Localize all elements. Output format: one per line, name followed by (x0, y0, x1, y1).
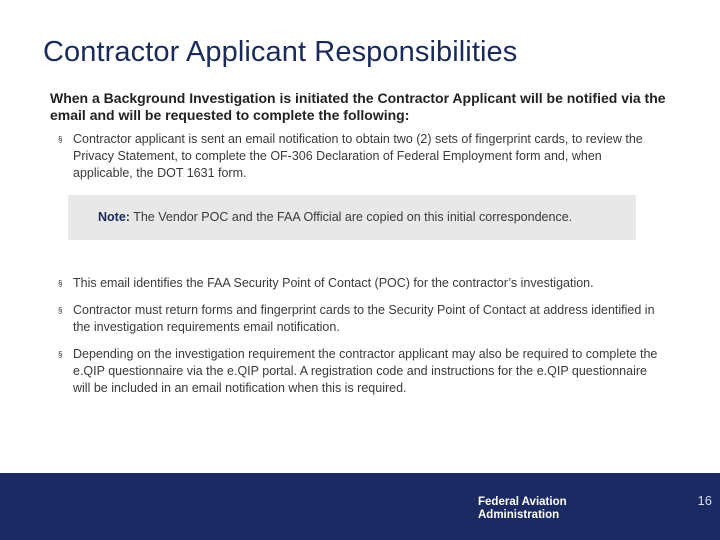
note-text: The Vendor POC and the FAA Official are copied on this initial correspondence. (133, 210, 573, 224)
note-label: Note: (98, 210, 130, 224)
bullet-icon: § (58, 135, 63, 144)
bullet-text: Contractor must return forms and fingerprint cards to the Security Point of Contact at address identified in the investigation requirements email notification. (73, 303, 655, 334)
bullet-item-fingerprint-cards (58, 131, 658, 182)
bullet-icon: § (58, 279, 63, 288)
bullet-item-security-poc (58, 275, 658, 292)
agency-name-line2: Administration (478, 509, 560, 521)
agency-name-line1: Federal Aviation (478, 496, 567, 508)
slide-title: Contractor Applicant Responsibilities (43, 36, 518, 68)
bullet-item-eqip (58, 346, 658, 397)
bullet-icon: § (58, 306, 63, 315)
intro-text: When a Background Investigation is initiated the Contractor Applicant will be notified via the email and will be requested to complete the following: (50, 90, 666, 123)
footer-bar (0, 473, 720, 540)
agency-name (478, 496, 567, 522)
page-number: 16 (697, 493, 712, 508)
bullet-icon: § (58, 350, 63, 359)
bullet-item-return-forms (58, 302, 658, 336)
note-box (68, 195, 636, 240)
bullet-text: Contractor applicant is sent an email notification to obtain two (2) sets of fingerprint cards, to review the Privacy Statement, to complete the OF-306 Declaration of Federal Employment form and, when applicable, the DOT 1631 form. (73, 132, 643, 180)
bullet-text: Depending on the investigation requirement the contractor applicant may also be required to complete the e.QIP questionnaire via the e.QIP portal. A registration code and instructions for the e.QIP questionnaire will be included in an email notification when this is required. (73, 347, 658, 395)
bullet-text: This email identifies the FAA Security Point of Contact (POC) for the contractor’s investigation. (73, 276, 594, 290)
